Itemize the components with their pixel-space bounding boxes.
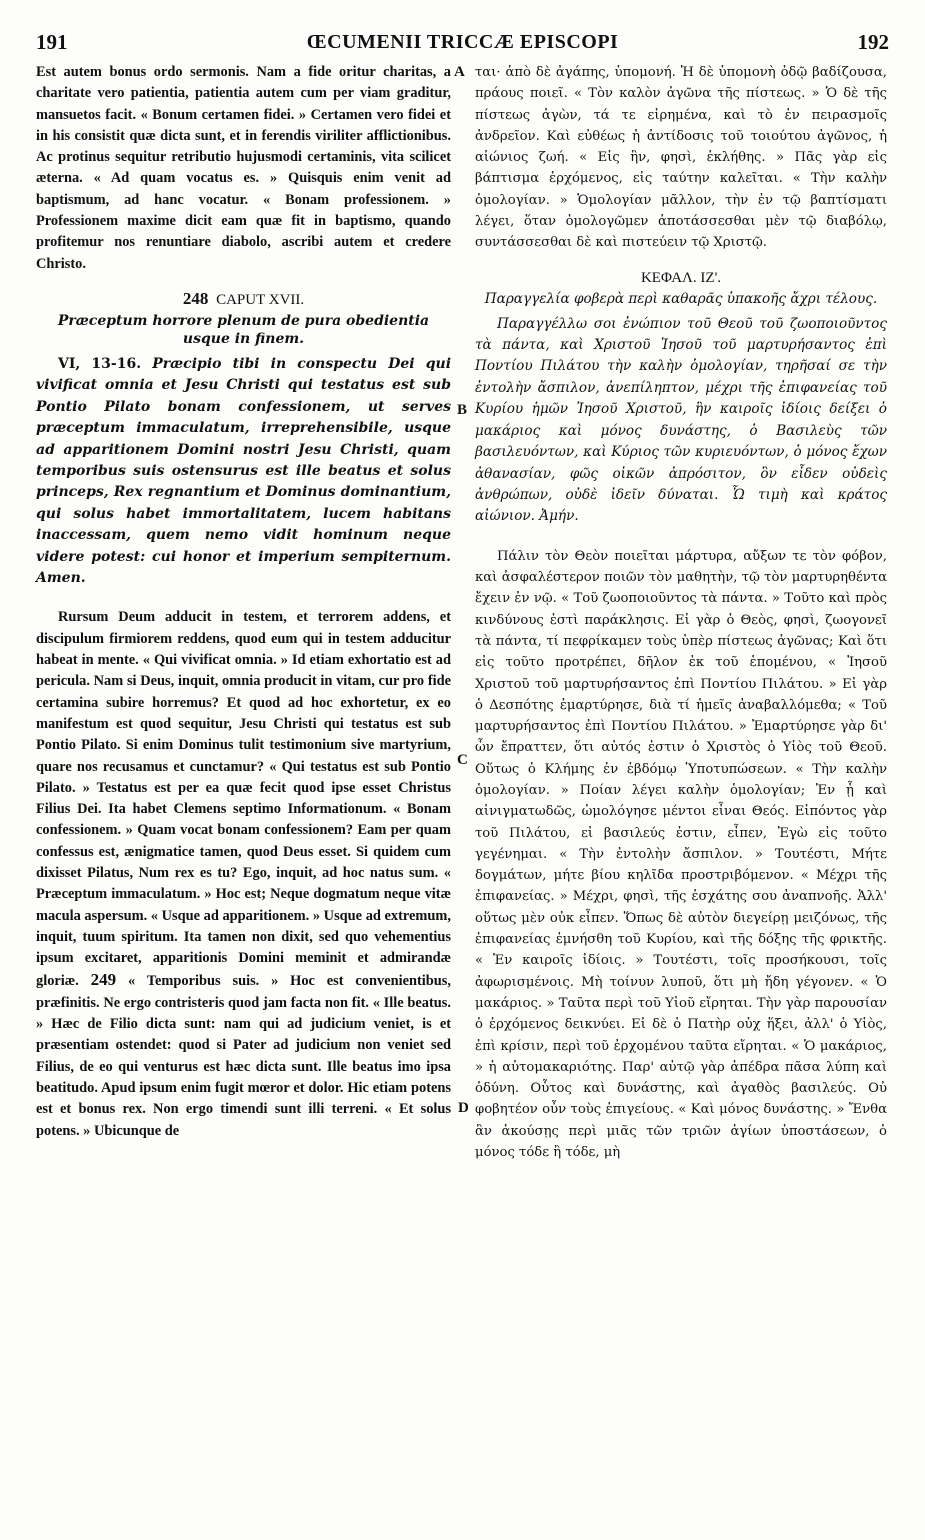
greek-chapter-title: ΚΕΦΑΛ. ΙΖ'. [640,269,722,286]
latin-column [36,62,451,1142]
latin-chapter-number: 248 [182,288,209,308]
latin-commentary-part-a: Rursum Deum adducit in testem, et terrorem addens, et discipulum firmiorem reddens, quod eum qui in testem adducitur habeat in mente. « Qui vivificat omnia. » Id etiam exhortatio est ad pericula. Nam si Deus, inquit, omnia producit in vitam, cur pro fide certamina subire horremus? Et quod ad hoc exhortetur, ex eo manifestum est quod sequitur, Jesu Christi qui testatus est sub Pontio Pilato. Si enim Dominus tulit testimonium sive martyrium, quare nos recusamus et cunctamur? « Qui testatus est sub Pontio Pilato. » Testatus est per ea quæ fecit quod ipse esset Christus Filius Dei. Ita habet Clemens septimo Informationum. « Bonam confessionem. » Quam vocat bonam confessionem? Eam per quam confessus est, ænigmatice tamen, quod Deus esset. Si quidem cum dixisset Pilatus, Num rex es tu? Ego, inquit, ad hoc natus sum. « Præceptum immaculatum. » Hoc est; Neque dogmatum neque vitæ macula aspersum. « Usque ad apparitionem. » Usque ad extremum, inquit, tuum spiritum. Ita tamen non dixit, sed quo vehementius ipsum excitaret, apparitionis Domini meminit et admirandæ gloriæ. [36,609,451,990]
greek-commentary: Πάλιν τὸν Θεὸν ποιεῖται μάρτυρα, αὔξων τε τὸν φόβον, καὶ ἀσφαλέστερον ποιῶν τὸν μαθητὴν, τῷ τὸν μαρτυρηθέντα ἔχειν ἐν νῷ. « Τοῦ ζωοποιοῦντος τὰ πάντα. » Τοῦτο καὶ πρὸς κινδύνους ἐστὶ παράκλησις. Εἰ γὰρ ὁ Θεὸς, φησὶ, ζωογονεῖ τὰ πάντα, τί πεφρίκαμεν τοὺς ὑπὲρ πίστεως ἀγῶνας; Καὶ ὅτι εἰς τοῦτο προτρέπει, δῆλον ἐκ τοῦ ἑπομένου, « Ἰησοῦ Χριστοῦ τοῦ μαρτυρήσαντος ἐπὶ Ποντίου Πιλάτου. » Εἰ γὰρ ὁ Δεσπότης ἐμαρτύρησε, διὰ τί ἡμεῖς ἀναβαλλόμεθα; « Τοῦ μαρτυρήσαντος ἐπὶ Ποντίου Πιλάτου. » Ἐμαρτύρησε γὰρ δι' ὧν ἔπραττεν, ὅτι αὐτός ἐστιν ὁ Χριστὸς ὁ Υἱὸς τοῦ Θεοῦ. Οὕτως ὁ Κλήμης ἐν ἑβδόμῳ Ὑποτυπώσεων. « Τὴν καλὴν ὁμολογίαν. » Ποίαν λέγει καλὴν ὁμολογίαν; Ἐν ᾗ καὶ αἰνιγματωδῶς, ὡμολόγησε μέντοι εἶναι Θεός. Εἰπόντος γὰρ τοῦ Πιλάτου, εἰ βασιλεύς ἐστιν, εἶπεν, Ἐγὼ εἰς τοῦτο γεγένημαι. « Τὴν ἐντολὴν ἄσπιλον. » Τουτέστι, Μήτε δογμάτων, μήτε βίου κηλῖδα προστριβόμενον. « Μέχρι τῆς ἐπιφανείας. » Μέχρι, φησὶ, τῆς ἐσχάτης σου ἀναπνοῆς. Ἀλλ' οὕτως μὲν οὐκ εἶπεν. Ὅπως δὲ αὐτὸν διεγείρῃ μειζόνως, τῆς ἐπιφανείας ἐμνήσθη τοῦ Κυρίου, καὶ τῆς δόξης τῆς φρικτῆς. « Ἐν καιροῖς ἰδίοις. » Τουτέστι, τοῖς προσήκουσι, τοῖς ἀφωρισμένοις. Μὴ τοίνυν λυποῦ, ὅτι μὴ ἤδη γέγονεν. « Ὁ μακάριος. » Ταῦτα περὶ τοῦ Υἱοῦ εἴρηται. Τὴν γὰρ παρουσίαν ὁ ἐρχόμενος δεικνύει. Εἰ δὲ ὁ Πατὴρ οὐχ ἥξει, ἀλλ' ὁ Υἱὸς, ἐπὶ κρίσιν, περὶ τοῦ ἐρχομένου ταῦτα εἴρηται. « Ὁ μακάριος, » ἡ αὐτομακαριότης. Παρ' αὐτῷ γὰρ ἀπέδρα πᾶσα λύπη καὶ ὀδύνη. Οὗτος καὶ δυνάστης, καὶ ἀγαθὸς βασιλεύς. Οὐ φοβητέον οὖν τοὺς ἐπιγείους. « Καὶ μόνος δυνάστης. » Ἔνθα ἂν ἀκούσῃς περὶ μιᾶς τῶν τριῶν ἁγίων ὑποστάσεων, ὁ μόνος τόδε ἢ τόδε, μὴ [475,548,887,1161]
latin-intro-text: Est autem bonus ordo sermonis. Nam a fide oritur charitas, a charitate vero patientia, patientia autem cum per viam graditur, mansuetos facit. « Bonum certamen fidei. » Certamen vero fidei et in his consistit quæ dicta sunt, et in ferendis viriliter afflictionibus. Ac protinus sequitur retributio hujusmodi certaminis, vita scilicet æterna. « Ad quam vocatus es. » Quisquis enim venit ad baptismum, ad hanc vocatur. « Bonam professionem. » Professionem maxime dicit eam quæ fit in baptismo, quando profitemur nos renuntiare diabolo, ascribi autem et credere Christo. [36,64,451,272]
latin-commentary [36,607,451,1141]
page-number-left: 191 [36,30,68,54]
latin-inline-column-number: 249 [90,970,117,990]
latin-scripture-passage [36,354,451,589]
latin-chapter-title: CAPUT XVII. [216,291,305,308]
greek-intro-text: ται· ἀπὸ δὲ ἀγάπης, ὑπομονή. Ἡ δὲ ὑπομονὴ ὁδῷ βαδίζουσα, πράους ποιεῖ. « Τὸν καλὸν ἀγῶνα τῆς πίστεως. » Ὁ δὲ τῆς πίστεως ἀγὼν, τά τε εἰρημένα, καὶ τὸ ἐν πειρασμοῖς ἀνδρεῖον. Καὶ εὐθέως ἡ ἀντίδοσις τοῦ τοιούτου ἀγῶνος, ἡ αἰώνιος ζωή. « Εἰς ἣν, φησὶ, ἐκλήθης. » Πᾶς γὰρ εἰς βάπτισμα ἐρχόμενος, εἰς ταύτην καλεῖται. « Τὴν καλὴν ὁμολογίαν. » Ὁμολογίαν μᾶλλον, τὴν ἐν τῷ βαπτίσματι λέγει, ὅταν ὁμολογῶμεν ἀποτάσσεσθαι μὲν τῷ διαβόλῳ, συντάσσεσθαι δὲ καὶ πιστεύειν τῷ Χριστῷ. [475,65,887,251]
margin-letter-d: D [458,1100,469,1116]
greek-chapter-heading [475,268,887,288]
latin-chapter-summary: Præceptum horrore plenum de pura obedientia usque in finem. [57,312,430,347]
latin-verse-reference: VI, 13-16. [58,355,142,372]
greek-column [475,62,887,1163]
greek-scripture-passage: Παραγγέλλω σοι ἐνώπιον τοῦ Θεοῦ τοῦ ζωοποιοῦντος τὰ πάντα, καὶ Χριστοῦ Ἰησοῦ τοῦ μαρτυρήσαντος ἐπὶ Ποντίου Πιλάτου τὴν καλὴν ὁμολογίαν, τηρῆσαί σε τὴν ἐντολὴν ἄσπιλον, ἀνεπίληπτον, μέχρι τῆς ἐπιφανείας τοῦ Κυρίου ἡμῶν Ἰησοῦ Χριστοῦ, ἣν καιροῖς ἰδίοις δείξει ὁ μακάριος καὶ μόνος δυνάστης, ὁ Βασιλεὺς τῶν βασιλευόντων, καὶ Κύριος τῶν κυριευόντων, ὁ μόνος ἔχων ἀθανασίαν, φῶς οἰκῶν ἀπρόσιτον, ὃν εἶδεν οὐδεὶς ἀνθρώπων, οὐδὲ ἰδεῖν δύναται. Ὧ τιμὴ καὶ κράτος αἰώνιον. Ἀμήν. [475,315,887,525]
page-number-right: 192 [857,30,889,54]
margin-letter-a: A [454,64,465,80]
running-title: ŒCUMENII TRICCÆ EPISCOPI [306,31,619,53]
latin-verse-text: Præcipio tibi in conspectu Dei qui vivificat omnia et Jesu Christi qui testatus est sub Pontio Pilato bonam confessionem, ut serves præceptum immaculatum, irreprehensibile, usque ad apparitionem Domini nostri Jesu Christi, quam temporibus suis ostensurus est ille beatus et solus princeps, Rex regnantium et Dominus dominantium, qui solus habet immortalitatem, lucem habitans inaccessam, quem nemo vidit hominum neque videre potest: cui honor et imperium sempiternum. Amen. [36,355,452,587]
margin-letter-b: B [457,402,468,418]
page-header [36,30,889,60]
latin-commentary-part-b: « Temporibus suis. » Hoc est convenientibus, præfinitis. Ne ergo contristeris quod jam facta non fit. « Ille beatus. » Hæc de Filio dicta sunt: nam qui ad judicium veniet, is et præsentiam ostendet: quod si Pater ad judicium non veniet sed Filius, de eo qui venturus est hæc dicta sunt. Ille beatus imo ipsa beatitudo. Apud ipsum enim fugit mœror et dolor. Hic etiam potens est et bonus rex. Non ergo timendi sunt illi terreni. « Et solus potens. » Ubicunque de [36,973,451,1139]
latin-chapter-heading [36,289,451,310]
greek-chapter-summary: Παραγγελία φοβερὰ περὶ καθαρᾶς ὑπακοῆς ἄχρι τέλους. [484,290,878,307]
margin-letter-c: C [457,752,468,768]
